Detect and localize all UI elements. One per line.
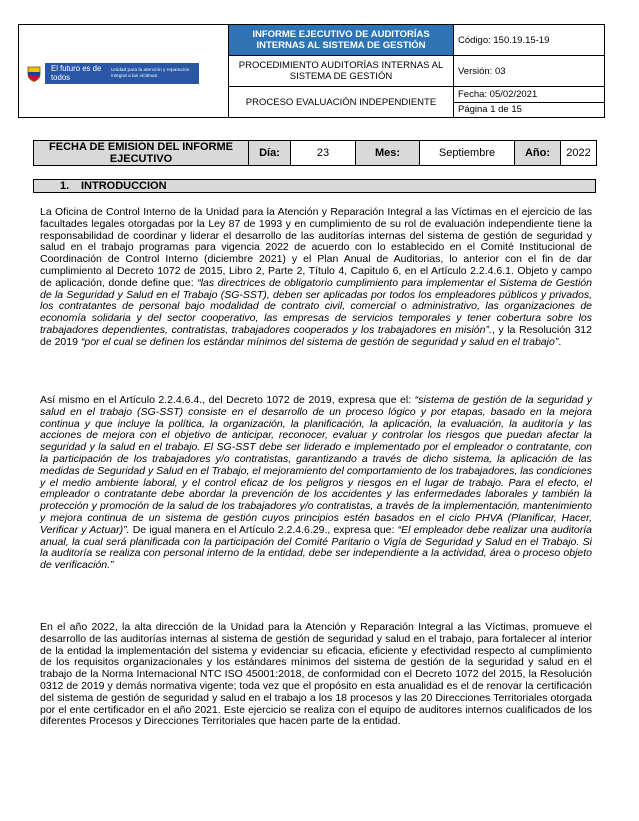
header-table: [18, 24, 605, 118]
month-value: Septiembre: [420, 141, 515, 166]
year-label: Año:: [515, 141, 561, 166]
emission-label: FECHA DE EMISIÓN DEL INFORME EJECUTIVO: [34, 141, 249, 166]
p2-text: Así mismo en el Artículo 2.2.4.6.4., del Decreto 1072 de 2019, expresa que el:: [40, 394, 415, 406]
year-value: 2022: [561, 141, 597, 166]
document-version: Versión: 03: [454, 56, 605, 87]
p2-text-2: De igual manera en el Artículo 2.2.4.6.29., expresa que:: [129, 523, 398, 536]
date-page-cell: [454, 87, 605, 118]
day-label: Día:: [249, 141, 291, 166]
section-number: 1.: [60, 180, 70, 192]
emission-date-table: [33, 140, 597, 166]
procedure-name: PROCEDIMIENTO AUDITORÍAS INTERNAS AL SISTEMA DE GESTIÓN: [229, 56, 454, 87]
p2-quote-2: “El empleador debe realizar una auditoría anual, la cual será planificada con la participación del Comité Paritario o Vigía de Seguridad y Salud en el Trabajo. Si la auditoría se realiza con personal interno de la entidad, debe ser independiente a la actividad, área o proceso objeto de verificación.”: [40, 523, 592, 572]
coat-of-arms-icon: [27, 66, 41, 82]
logo-cell: [19, 25, 229, 118]
section-heading: [33, 179, 596, 193]
document-title: INFORME EJECUTIVO DE AUDITORÍAS INTERNAS AL SISTEMA DE GESTIÓN: [229, 25, 454, 56]
p2-quote: “sistema de gestión de la seguridad y salud en el trabajo (SG-SST) consiste en el desarrollo de un proceso lógico y por etapas, basado en la mejora continua y que incluye la política, la organización, la planificación, la aplicación, la evaluación, la auditoría y las acciones de mejora con el objetivo de anticipar, reconocer, evaluar y controlar los riesgos que puedan afectar la seguridad y la salud en el trabajo. El SG-SST debe ser liderado e implementado por el empleador o contratante, con la participación de los trabajadores y/o contratistas, garantizando a través de dicho sistema, la aplicación de las medidas de Seguridad y Salud en el Trabajo, el mejoramiento del comportamiento de los trabajadores, las condiciones y el medio ambiente laboral, y el control eficaz de los peligros y riesgos en el lugar de trabajo. Para el efecto, el empleador o contratante debe abordar la prevención de los accidentes y las enfermedades laborales y también la protección y promoción de la salud de los trabajadores y/o contratistas, a través de la implementación, mantenimiento y mejora continua de un sistema de gestión cuyos principios estén basados en el ciclo PHVA (Planificar, Hacer, Verificar y Actuar)”.: [40, 394, 592, 536]
page-number: Página 1 de 15: [458, 103, 522, 115]
process-name: PROCESO EVALUACIÓN INDEPENDIENTE: [229, 87, 454, 118]
month-label: Mes:: [356, 141, 420, 166]
day-value: 23: [291, 141, 356, 166]
paragraph-3: En el año 2022, la alta dirección de la Unidad para la Atención y Reparación Integral a las Víctimas, promueve el desarrollo de las auditorías internas al sistema de gestión de seguridad y salud en el trabajo, para fortalecer al interior de la entidad la implementación del sistema y evidenciar su eficacia, eficiente y efectividad respecto al cumplimiento de los requisitos organizacionales y los estándares mínimos del sistema de gestión de la seguridad y salud en el trabajo de la Norma Internacional NTC ISO 45001:2018, de conformidad con el Decreto 1072 del 2015, la Resolución 0312 de 2019 y demás normativa vigente; toda vez que el propósito en esta anualidad es el de renovar la certificación del sistema de gestión de seguridad y salud en el trabajo a los 18 procesos y las 20 Direcciones Territoriales otorgada por el ente certificador en el año 2021. Este ejercicio se realiza con el equipo de auditores internos cualificados de los diferentes Procesos y Direcciones Territoriales que hacen parte de la entidad.: [40, 621, 592, 728]
document-code: Código: 150.19.15-19: [454, 25, 605, 56]
section-title: INTRODUCCION: [81, 180, 167, 192]
p1-quote-2: “por el cual se definen los estándar mínimos del sistema de gestión de seguridad y salud en el trabajo”: [80, 335, 559, 348]
p1-end: .: [558, 335, 562, 348]
paragraph-1: [40, 207, 592, 349]
document-date: Fecha: 05/02/2021: [454, 88, 604, 103]
institution-logo: [23, 63, 199, 84]
paragraph-2: [40, 395, 592, 572]
p1-text: La Oficina de Control Interno de la Unidad para la Atención y Reparación Integral a las Víctimas en el ejercicio de las facultades legales otorgadas por la Ley 87 de 1993 y en cumplimiento de su rol de evaluación independiente tiene la responsabilidad de coordinar y liderar el desarrollo de las auditorías internas del sistema de gestión de seguridad y salud en el trabajo programas para vigencia 2022 de acuerdo con lo establecido en el Comité Institucional de Coordinación de Control Interno (diciembre 2021) y el Plan Anual de Auditorias, lo anterior con el fin de dar cumplimiento al Decreto 1072 de 2015, Libro 2, Parte 2, Título 4, Capitulo 6, en el Artículo 2.2.4.6.1. Objeto y campo de aplicación, donde define que:: [40, 206, 592, 289]
p1-text-2: , y la Resolución 312 de 2019: [40, 323, 592, 348]
logo-sub-text: Unidad para la atención y reparación integral a las víctimas: [111, 68, 190, 79]
logo-main-text: El futuro es de todos: [51, 64, 102, 82]
p1-quote: “las directrices de obligatorio cumplimiento para implementar el Sistema de Gestión de la Seguridad y Salud en el Trabajo (SG-SST), deben ser aplicadas por todos los empleadores públicos y privados, los contratantes de personal bajo modalidad de contrato civil, comercial o administrativo, las organizaciones de economía solidaria y del sector cooperativo, las empresas de servicios temporales y tener cobertura sobre los trabajadores dependientes, contratistas, trabajadores cooperados y los trabajadores en misión”.: [40, 276, 592, 336]
